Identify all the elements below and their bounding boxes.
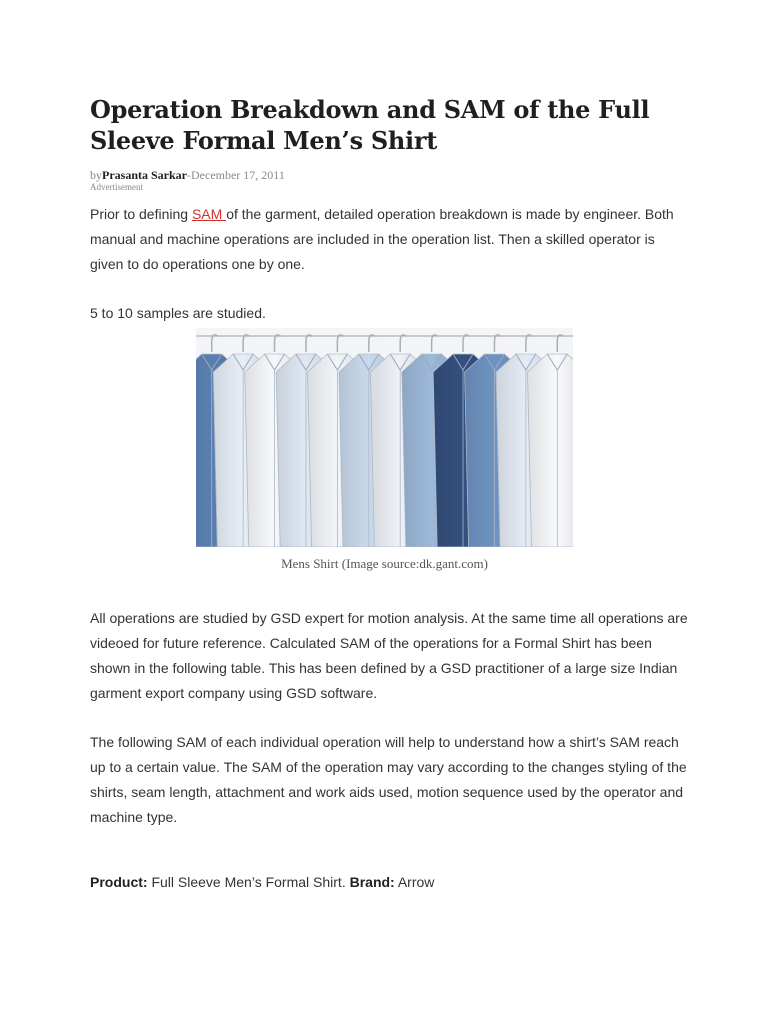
intro-text-end: of the garment, detailed operation breakdown is made by engineer. Both manual and machine operations are included in the operation list. Then a skilled operator is given to do operations one by one. — [90, 206, 674, 272]
author-link[interactable]: Prasanta Sarkar — [102, 168, 187, 182]
intro-text-start: Prior to defining — [90, 206, 192, 222]
shirts-illustration — [196, 328, 573, 547]
sam-link[interactable]: SAM — [191, 206, 227, 222]
mens-shirt-image — [196, 328, 573, 547]
article-title: Operation Breakdown and SAM of the Full Sleeve Formal Men’s Shirt — [90, 95, 650, 155]
image-caption: Mens Shirt (Image source:dk.gant.com) — [281, 556, 488, 571]
byline-prefix: by — [90, 168, 102, 182]
advertisement-label: Advertisement — [90, 182, 143, 192]
shirt-shading — [527, 354, 573, 547]
gsd-paragraph: All operations are studied by GSD expert for motion analysis. At the same time all operations are videoed for future reference. Calculated SAM of the operations for a Formal Shirt has been shown in the following table. This has been defined by a GSD practitioner of a large size Indian garment export company using GSD software. — [90, 610, 688, 701]
samples-paragraph: 5 to 10 samples are studied. — [90, 305, 266, 321]
byline-separator: - — [187, 168, 191, 182]
brand-label: Brand: — [349, 874, 395, 890]
product-value: Full Sleeve Men’s Formal Shirt. — [147, 874, 350, 890]
intro-paragraph — [90, 202, 690, 277]
product-line — [90, 870, 690, 895]
brand-value: Arrow — [394, 874, 435, 890]
product-label: Product: — [90, 874, 148, 890]
publish-date: December 17, 2011 — [191, 168, 285, 182]
sam-paragraph: The following SAM of each individual operation will help to understand how a shirt’s SAM reach up to a certain value. The SAM of the operation may vary according to the changes styling of the shirts, seam length, attachment and work aids used, motion sequence used by the operator and machine type. — [90, 734, 687, 825]
byline — [90, 168, 285, 183]
